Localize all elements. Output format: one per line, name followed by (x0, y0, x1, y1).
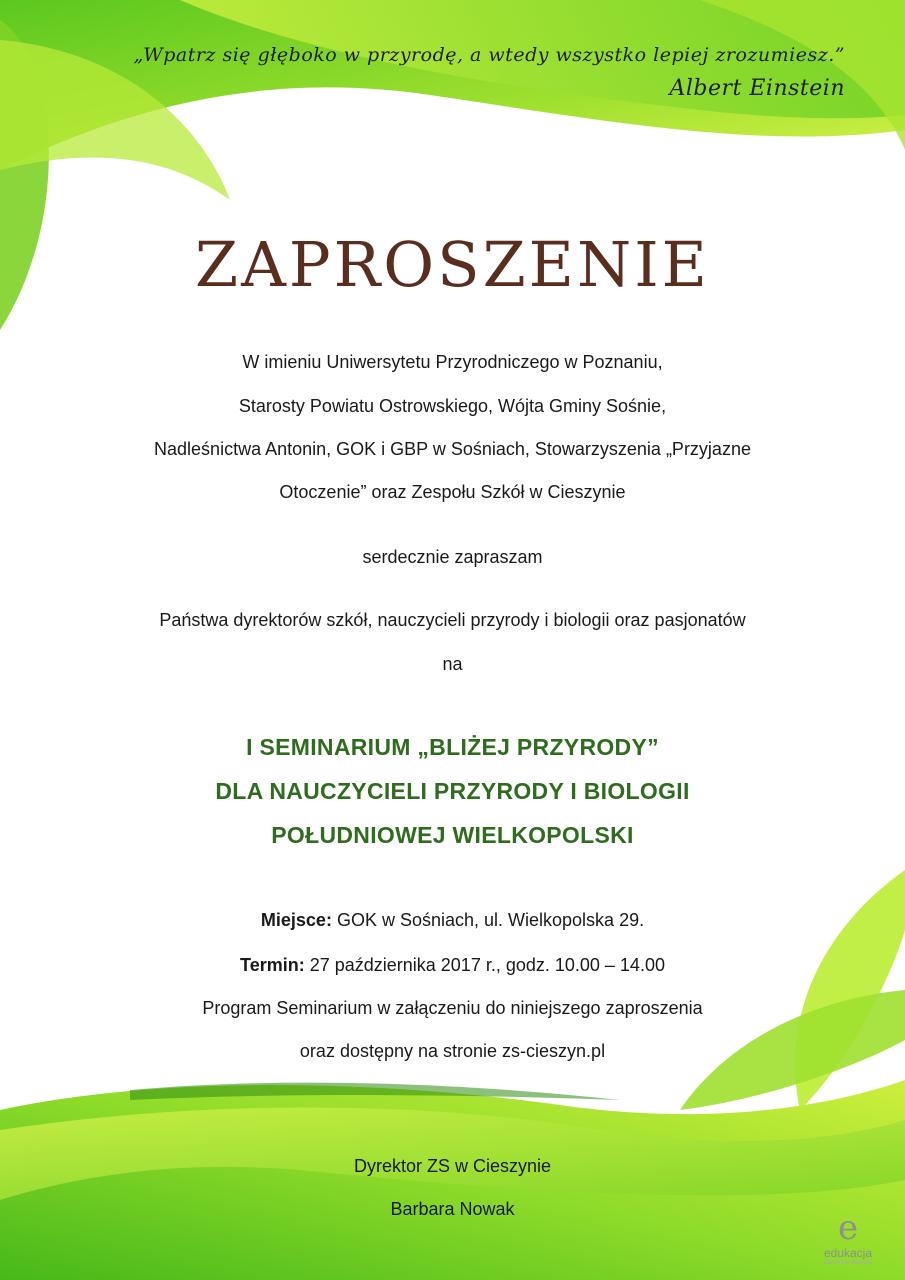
einstein-quote (134, 44, 845, 101)
audience-na: na (442, 654, 463, 674)
place-label: Miejsce: (260, 910, 332, 930)
invitation-title (0, 228, 905, 301)
logo-word: edukacja (823, 1246, 873, 1260)
seminar-title-line-2: DLA NAUCZYCIELI PRZYRODY I BIOLOGII (215, 778, 690, 804)
intro-line-4: Otoczenie” oraz Zespołu Szkół w Cieszynie (279, 482, 626, 502)
intro-line-1: W imieniu Uniwersytetu Przyrodniczego w Poznaniu, (242, 352, 663, 372)
logo-e-icon: e (837, 1208, 859, 1248)
invite-text: serdecznie zapraszam (362, 547, 543, 567)
program-line-1: Program Seminarium w załączeniu do niniejszego zaproszenia (202, 998, 703, 1018)
intro-line-3: Nadleśnictwa Antonin, GOK i GBP w Sośniach, Stowarzyszenia „Przyjazne (154, 439, 751, 459)
quote-author: Albert Einstein (669, 76, 845, 101)
date-label: Termin: (240, 955, 305, 975)
audience-text: Państwa dyrektorów szkół, nauczycieli przyrody i biologii oraz pasjonatów (159, 610, 746, 630)
intro-line-2: Starosty Powiatu Ostrowskiego, Wójta Gminy Sośnie, (238, 396, 667, 416)
place-line (0, 910, 905, 931)
signature-name: Barbara Nowak (390, 1199, 515, 1219)
program-line-2: oraz dostępny na stronie zs-cieszyn.pl (299, 1041, 606, 1061)
edukacja-logo (813, 1210, 883, 1266)
logo-subtitle: dla Doliny Baryczy (823, 1260, 873, 1266)
date-value: 27 października 2017 r., godz. 10.00 – 14.00 (304, 955, 665, 975)
signature-role: Dyrektor ZS w Cieszynie (353, 1156, 552, 1176)
seminar-title-line-3: POŁUDNIOWEJ WIELKOPOLSKI (271, 822, 634, 848)
seminar-title-line-1: I SEMINARIUM „BLIŻEJ PRZYRODY” (246, 734, 659, 760)
date-line (0, 955, 905, 976)
quote-text: „Wpatrz się głęboko w przyrodę, a wtedy wszystko lepiej zrozumiesz.” (133, 44, 845, 66)
title-text: ZAPROSZENIE (195, 228, 710, 301)
place-value: GOK w Sośniach, ul. Wielkopolska 29. (331, 910, 645, 930)
